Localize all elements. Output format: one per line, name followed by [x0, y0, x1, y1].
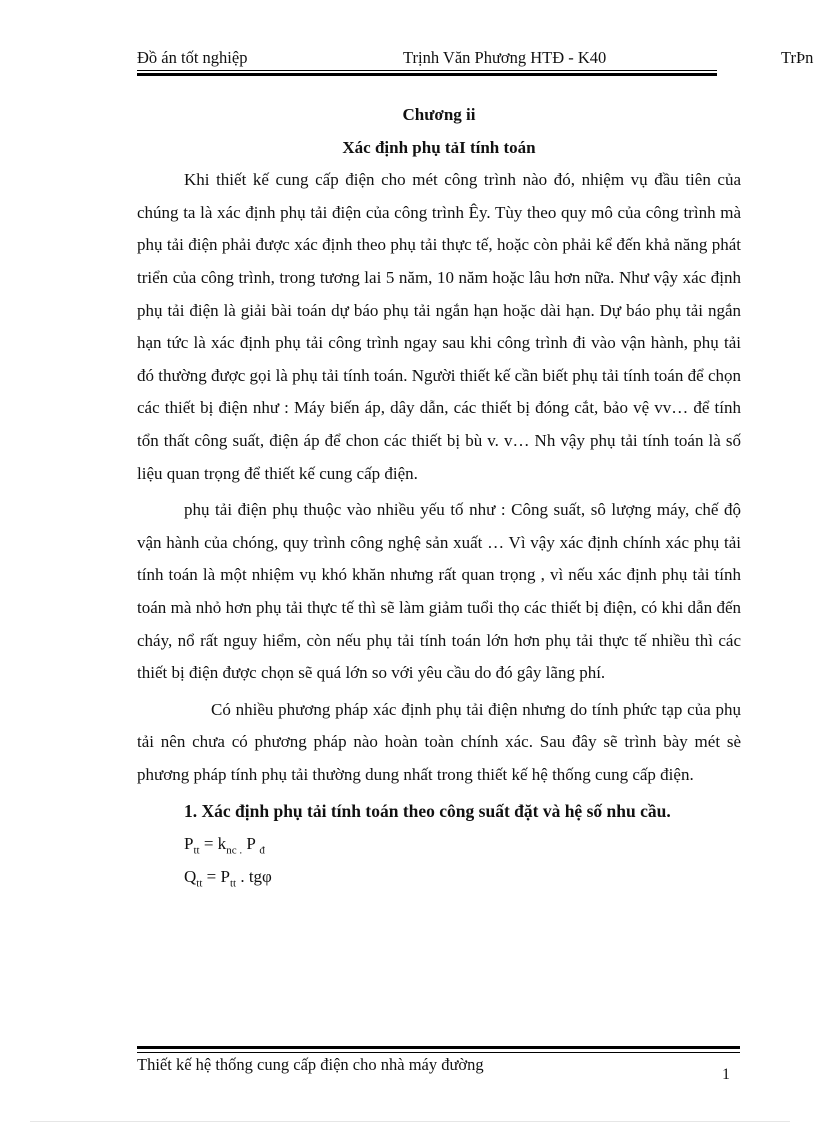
chapter-number: Chương ii — [402, 105, 476, 124]
header-rule-thin — [137, 70, 717, 71]
footer-rule-thick — [137, 1046, 740, 1049]
formula-qtt-eq: = P — [202, 866, 230, 886]
formula-qtt-rest: . tgφ — [236, 866, 272, 886]
paragraph-1: Khi thiết kế cung cấp điện cho mét công trình nào đó, nhiệm vụ đầu tiên của chúng ta là xác định phụ tải điện của công trình Êy. Tùy theo quy mô của công trình mà phụ tải điện phải được xác định theo phụ tải thực tế, hoặc còn phải kể đến khả năng phát triển của công trình, trong tương lai 5 năm, 10 năm hoặc lâu hơn nữa. Như vậy xác định phụ tải điện là giải bài toán dự báo phụ tải ngắn hạn hoặc dài hạn. Dự báo phụ tải ngắn hạn tức là xác định phụ tải công trình ngay sau khi công trình đi vào vận hành, phụ tải đó thường được gọi là phụ tải tính toán. Người thiết kế cần biết phụ tải tính toán để chọn các thiết bị điện như : Máy biến áp, dây dẫn, các thiết bị đóng cắt, bảo vệ vv… để tính tổn thất công suất, điện áp để chon các thiết bị bù v. v… Nh vậy phụ tải tính toán là số liệu quan trọng để thiết kế cung cấp điện. — [137, 170, 741, 483]
formula-ptt-lhs: P — [184, 834, 194, 854]
formula-qtt-lhs: Q — [184, 866, 197, 886]
formula-ptt-mid: P — [242, 834, 260, 854]
header-left: Đồ án tốt nghiệp — [137, 48, 248, 67]
formula-ptt-lhs-sub: tt — [193, 844, 200, 857]
paragraph-2: phụ tải điện phụ thuộc vào nhiều yếu tố như : Công suất, sô lượng máy, chế độ vận hành của chóng, quy trình công nghệ sản xuất … Vì vậy xác định chính xác phụ tải tính toán là một nhiệm vụ khó khăn nhưng rất quan trọng , vì nếu xác định phụ tải tính toán mà nhỏ hơn phụ tải thực tế thì sẽ làm giảm tuổi thọ các thiết bị điện, có khi dẫn đến cháy, nổ rất nguy hiểm, còn nếu phụ tải tính toán lớn hơn phụ tải thực tế nhiều thì các thiết bị điện được chọn sẽ quá lớn so với yêu cầu do đó gây lãng phí. — [137, 500, 741, 683]
formula-ptt — [137, 828, 741, 861]
paragraph-3: Có nhiều phương pháp xác định phụ tải điện nhưng do tính phức tạp của phụ tải nên chưa có phương pháp nào hoàn toàn chính xác. Sau đây sẽ trình bày mét sè phương pháp tính phụ tải thường dung nhất trong thiết kế hệ thống cung cấp điện. — [137, 699, 741, 784]
formula-ptt-k-sub: nc . — [226, 844, 243, 857]
page-edge-line — [30, 1121, 790, 1122]
section-heading-1: 1. Xác định phụ tải tính toán theo công suất đặt và hệ số nhu cầu. — [184, 801, 671, 822]
footer-rule-thin — [137, 1052, 740, 1053]
formula-qtt — [137, 861, 741, 894]
formula-ptt-eq: = k — [199, 834, 227, 854]
formula-ptt-p-sub: đ — [259, 844, 265, 857]
header-center: Trịnh Văn Phương HTĐ - K40 — [403, 48, 607, 67]
formula-qtt-lhs-sub: tt — [196, 877, 203, 890]
page-header — [137, 48, 814, 70]
formula-qtt-p-sub: tt — [229, 877, 237, 890]
page-footer: Thiết kế hệ thống cung cấp điện cho nhà máy đường — [137, 1055, 484, 1074]
page-body — [137, 99, 741, 893]
page-number: 1 — [722, 1066, 730, 1083]
header-right: TrÞn — [781, 48, 814, 67]
chapter-title: Xác định phụ tảI tính toán — [342, 137, 536, 157]
header-rule-thick — [137, 73, 717, 76]
